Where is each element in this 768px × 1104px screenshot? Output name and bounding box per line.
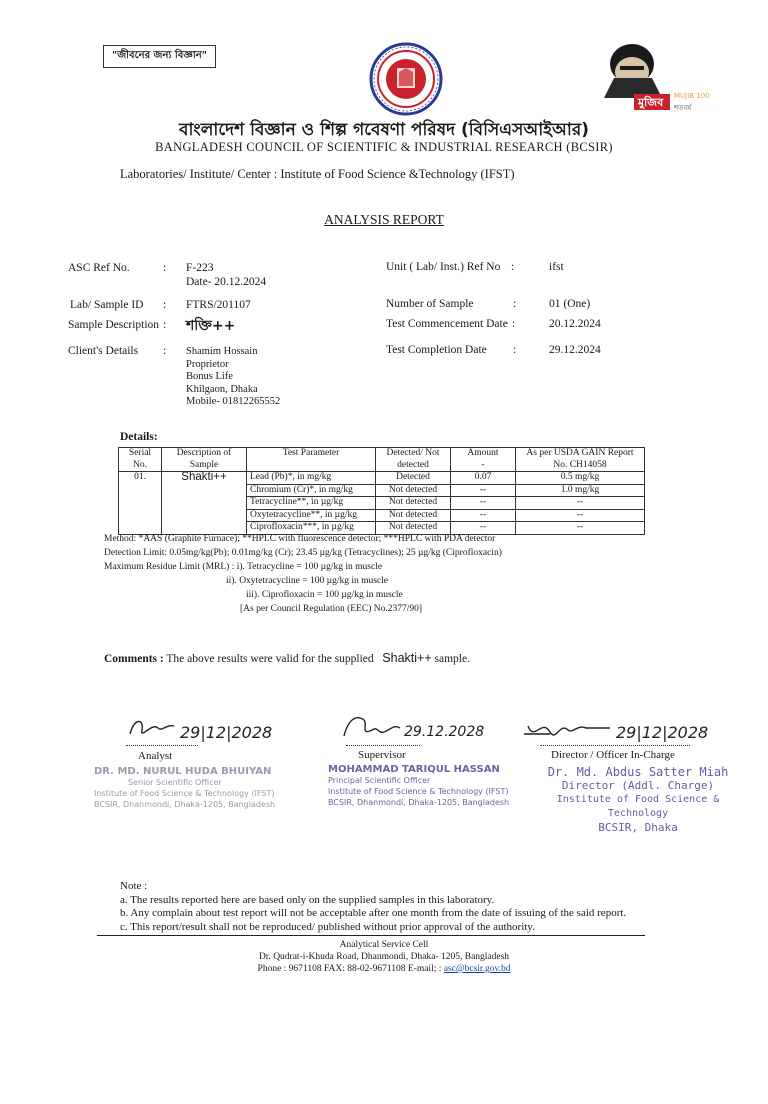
sample-desc-label: Sample Description xyxy=(68,319,160,331)
supervisor-stamp-name: MOHAMMAD TARIQUL HASSAN xyxy=(328,764,500,775)
bengali-org-title: বাংলাদেশ বিজ্ঞান ও শিল্প গবেষণা পরিষদ (বিসিএসআইআর) xyxy=(179,120,589,140)
lab-sample-label: Lab/ Sample ID xyxy=(70,299,144,311)
cell-serial: 01. xyxy=(119,472,162,535)
supervisor-date: 29.12.2028 xyxy=(404,724,485,740)
results-table xyxy=(118,447,645,535)
report-title: ANALYSIS REPORT xyxy=(324,212,444,227)
director-stamp-name: Dr. Md. Abdus Satter Miah xyxy=(547,765,729,779)
asc-ref-label: ASC Ref No. xyxy=(68,262,130,274)
colon: : xyxy=(163,319,167,331)
detection-limit-line: Detection Limit: 0.05mg/kg(Pb); 0.01mg/kg (Cr); 23.45 µg/kg (Tetracyclines); 25 µg/kg (Ciprofloxacin) xyxy=(104,548,502,558)
director-date: 29|12|2028 xyxy=(616,723,709,742)
mrl-ciprofloxacin: iii). Ciprofloxacin = 100 µg/kg in muscle xyxy=(246,590,403,600)
cell-detected: Detected xyxy=(376,472,451,485)
cell-limit: -- xyxy=(516,509,645,522)
english-org-title: BANGLADESH COUNCIL OF SCIENTIFIC & INDUSTRIAL RESEARCH (BCSIR) xyxy=(155,140,613,154)
unit-ref-value: ifst xyxy=(549,261,564,273)
colon: : xyxy=(163,345,167,357)
director-label: Director / Officer In-Charge xyxy=(551,749,675,761)
method-line: Method: *AAS (Graphite Furnace); **HPLC with fluorescence detector; ***HPLC with PDA detector xyxy=(104,534,496,544)
analyst-stamp-address: BCSIR, Dhanmondi, Dhaka-1205, Bangladesh xyxy=(94,800,276,809)
details-label: Details: xyxy=(120,431,158,443)
mrl-line: Maximum Residue Limit (MRL) : i). Tetracycline = 100 µg/kg in muscle xyxy=(104,562,383,572)
comments-text: The above results were valid for the supplied xyxy=(166,653,374,665)
comments-sample: Shakti++ xyxy=(382,651,432,665)
analyst-stamp-name: DR. MD. NURUL HUDA BHUIYAN xyxy=(94,766,272,777)
colon: : xyxy=(511,261,515,273)
analyst-label: Analyst xyxy=(138,750,173,762)
table-row xyxy=(119,472,645,485)
test-completion-value: 29.12.2024 xyxy=(549,344,601,356)
lab-sample-value: FTRS/201107 xyxy=(186,299,251,311)
analyst-signature-line xyxy=(126,745,198,746)
footer xyxy=(0,939,768,975)
cell-limit: -- xyxy=(516,522,645,535)
header-amount-label: Amount xyxy=(467,448,499,458)
cell-param: Ciprofloxacin***, in µg/kg xyxy=(247,522,376,535)
num-sample-label: Number of Sample xyxy=(386,298,474,310)
cell-param: Oxytetracycline**, in µg/kg xyxy=(247,509,376,522)
analyst-stamp-institute: Institute of Food Science & Technology (IFST) xyxy=(94,789,275,798)
cell-detected: Not detected xyxy=(376,509,451,522)
colon: : xyxy=(513,298,517,310)
director-stamp-address: BCSIR, Dhaka xyxy=(598,821,678,834)
cell-detected: Not detected xyxy=(376,497,451,510)
num-sample-value: 01 (One) xyxy=(549,298,591,310)
director-signature-line xyxy=(540,745,690,746)
client-mobile: Mobile- 01812265552 xyxy=(186,396,281,407)
supervisor-stamp-title: Principal Scientific Officer xyxy=(328,776,431,785)
comments-label: Comments : xyxy=(104,653,164,665)
colon: : xyxy=(512,318,516,330)
colon: : xyxy=(513,344,517,356)
note-a: a. The results reported here are based only on the supplied samples in this laboratory. xyxy=(120,893,495,906)
note-c: c. This report/result shall not be reproduced/ published without prior approval of the authority. xyxy=(120,920,535,933)
supervisor-stamp xyxy=(328,764,509,808)
comments xyxy=(104,651,470,665)
client-address: Khilgaon, Dhaka xyxy=(186,383,258,395)
header-detected: Detected/ Not detected xyxy=(376,448,451,472)
cell-amount: -- xyxy=(451,509,516,522)
cell-sample: Shakti++ xyxy=(162,472,247,535)
cell-param: Tetracycline**, in µg/kg xyxy=(247,497,376,510)
sample-desc-value: শক্তি++ xyxy=(186,318,236,334)
cell-amount: -- xyxy=(451,484,516,497)
client-name: Shamim Hossain xyxy=(186,346,258,357)
mujib-logo-text: মুজিব xyxy=(638,96,664,109)
comments-tail: sample. xyxy=(434,653,470,665)
notes xyxy=(120,880,626,934)
header-amount-sub: - xyxy=(481,459,485,470)
footer-divider xyxy=(97,935,645,936)
supervisor-signature-line xyxy=(346,745,420,746)
analyst-stamp xyxy=(94,766,275,810)
cell-limit: 1.0 mg/kg xyxy=(516,484,645,497)
analyst-date: 29|12|2028 xyxy=(180,723,273,742)
supervisor-stamp-address: BCSIR, Dhanmondi, Dhaka-1205, Bangladesh xyxy=(328,798,510,807)
motto-text: "জীবনের জন্য বিজ্ঞান" xyxy=(112,50,207,61)
cell-amount: -- xyxy=(451,497,516,510)
cell-param: Chromium (Cr)*, in mg/kg xyxy=(247,484,376,497)
table-header-row xyxy=(119,448,645,472)
director-stamp-institute: Institute of Food Science & Technology xyxy=(556,794,720,819)
header-usda-limit: As per USDA GAIN Report No. CH14058 xyxy=(516,448,645,472)
analyst-stamp-title: Senior Scientific Officer xyxy=(128,778,222,787)
test-completion-label: Test Completion Date xyxy=(386,344,487,356)
header-description: Description of Sample xyxy=(162,448,247,472)
mrl-oxytetracycline: ii). Oxytetracycline = 100 µg/kg in muscle xyxy=(226,576,389,586)
client-details xyxy=(186,346,280,409)
director-stamp xyxy=(540,765,736,835)
motto-box xyxy=(103,45,216,68)
supervisor-label: Supervisor xyxy=(358,749,406,761)
supervisor-stamp-institute: Institute of Food Science & Technology (IFST) xyxy=(328,787,509,796)
client-title: Proprietor xyxy=(186,358,229,370)
client-company: Bonus Life xyxy=(186,371,233,382)
cell-amount: 0.07 xyxy=(451,472,516,485)
cell-detected: Not detected xyxy=(376,484,451,497)
footer-cell-name: Analytical Service Cell xyxy=(339,940,429,950)
asc-ref-date: Date- 20.12.2024 xyxy=(186,276,267,288)
cell-limit: -- xyxy=(516,497,645,510)
note-label: Note : xyxy=(120,880,148,892)
director-signature xyxy=(520,712,720,748)
header-serial: Serial No. xyxy=(119,448,162,472)
mujib-logo-sub: শতবর্ষ xyxy=(674,104,692,112)
bcsir-seal-logo xyxy=(369,42,443,116)
cell-limit: 0.5 mg/kg xyxy=(516,472,645,485)
colon: : xyxy=(163,299,167,311)
mujib-100-logo xyxy=(594,38,712,116)
footer-email-link[interactable]: asc@bcsir.gov.bd xyxy=(443,964,511,974)
director-stamp-title: Director (Addl. Charge) xyxy=(561,779,715,792)
colon: : xyxy=(163,262,167,274)
supervisor-signature xyxy=(338,710,498,746)
test-commencement-label: Test Commencement Date xyxy=(386,318,508,330)
regulation-reference: [As per Council Regulation (EEC) No.2377/90] xyxy=(240,604,423,614)
cell-detected: Not detected xyxy=(376,522,451,535)
client-label: Client's Details xyxy=(68,345,139,357)
mujib-logo-year: MUJIB 100 xyxy=(674,92,710,100)
header-amount xyxy=(451,448,516,472)
test-commencement-value: 20.12.2024 xyxy=(549,318,601,330)
asc-ref-value: F-223 xyxy=(186,262,214,274)
header-test-parameter: Test Parameter xyxy=(247,448,376,472)
footer-phone-fax: Phone : 9671108 FAX: 88-02-9671108 E-mail; : xyxy=(257,964,442,974)
cell-amount: -- xyxy=(451,522,516,535)
footer-address: Dr. Qudrat-i-Khuda Road, Dhanmondi, Dhaka- 1205, Bangladesh xyxy=(258,952,510,962)
analyst-signature xyxy=(122,712,292,746)
footer-contact xyxy=(0,963,768,975)
cell-param: Lead (Pb)*, in mg/kg xyxy=(247,472,376,485)
note-b: b. Any complain about test report will not be acceptable after one month from the date of issuing of the said report. xyxy=(120,907,627,919)
laboratory-line: Laboratories/ Institute/ Center : Institute of Food Science &Technology (IFST) xyxy=(120,167,515,181)
unit-ref-label: Unit ( Lab/ Inst.) Ref No xyxy=(386,261,501,273)
